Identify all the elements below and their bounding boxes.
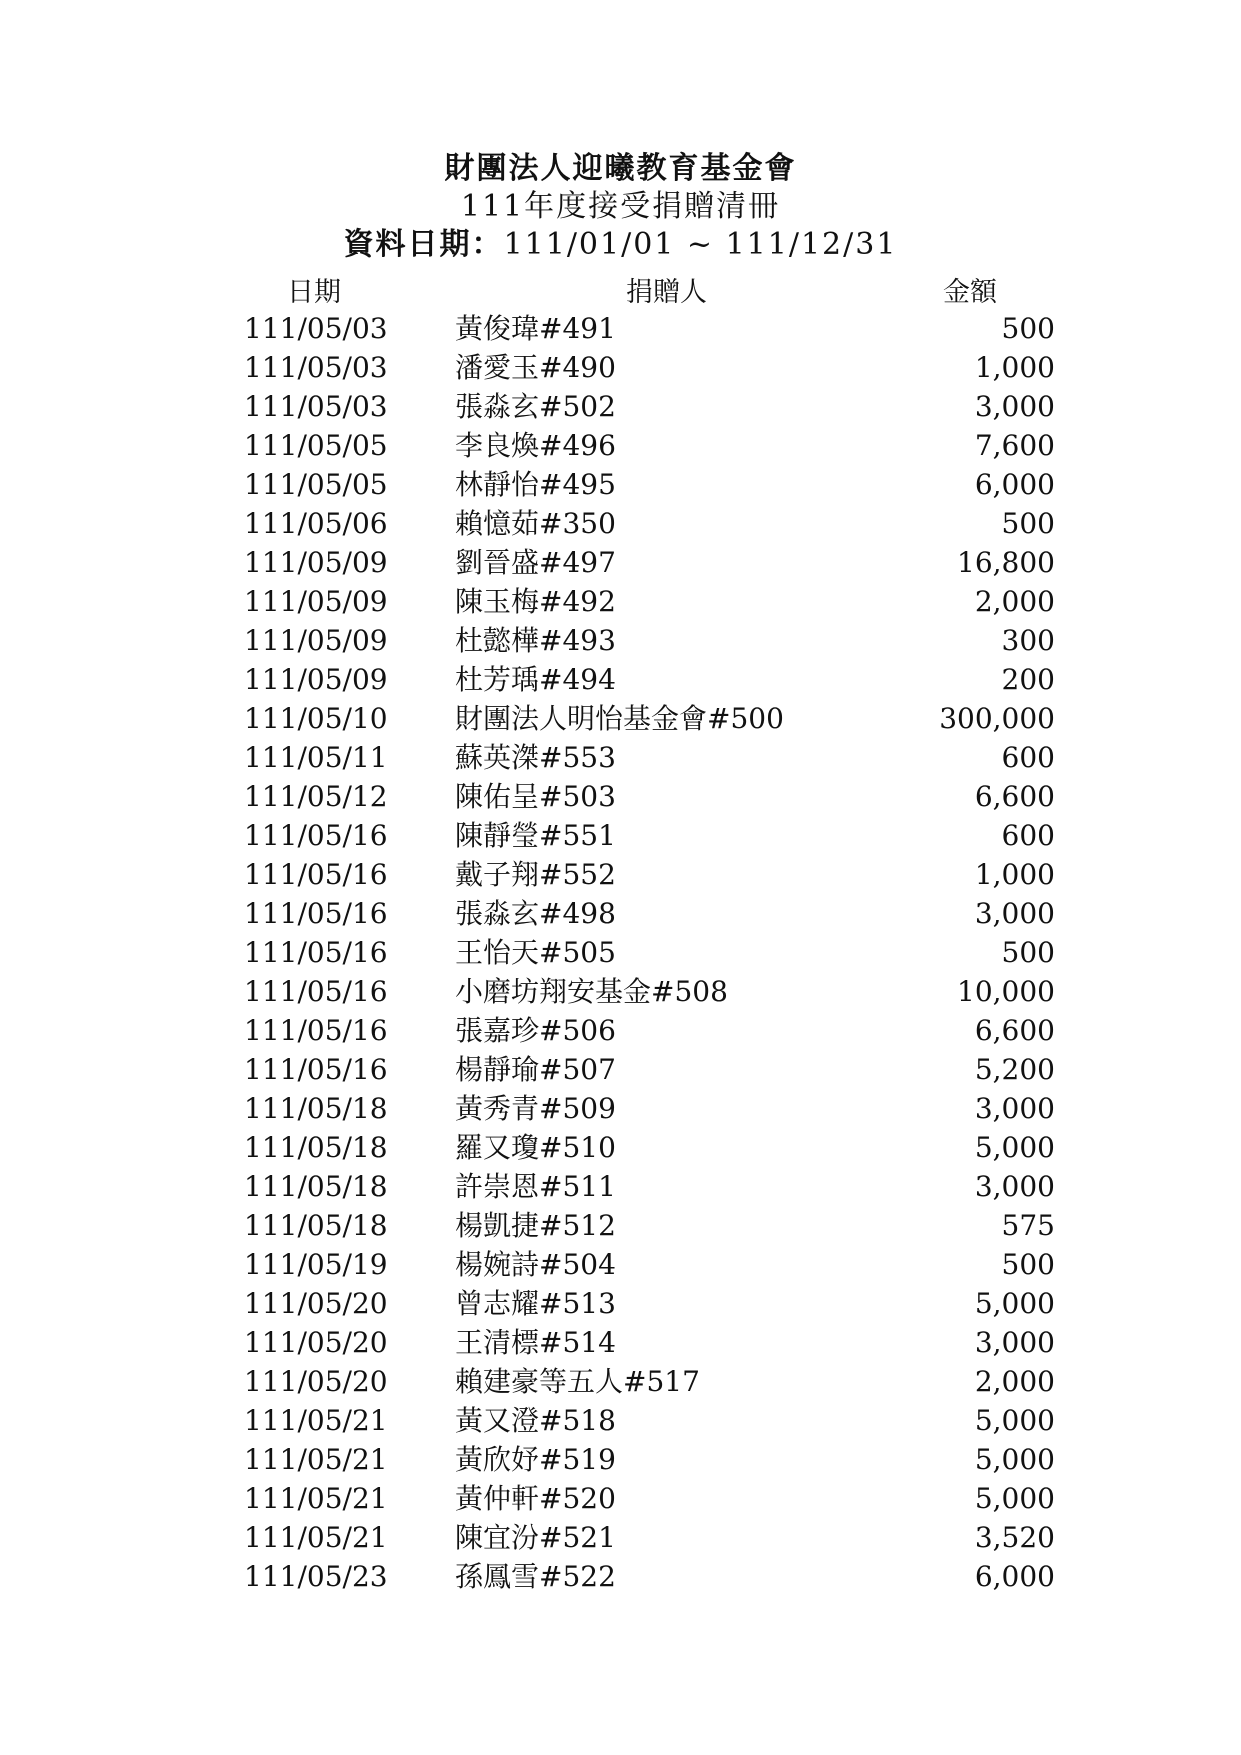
row-amount: 1,000	[974, 858, 1055, 891]
row-date: 111/05/18	[244, 1170, 388, 1203]
row-amount: 6,000	[974, 1560, 1055, 1593]
row-date: 111/05/21	[244, 1404, 388, 1437]
header-amount: 金額	[943, 277, 997, 308]
table-row	[0, 1089, 1241, 1128]
date-range-value: 111/01/01 ~ 111/12/31	[503, 227, 898, 262]
row-amount: 200	[1001, 663, 1055, 696]
table-row	[0, 387, 1241, 426]
row-amount: 1,000	[974, 351, 1055, 384]
table-row	[0, 777, 1241, 816]
table-row	[0, 1440, 1241, 1479]
table-header	[0, 270, 1241, 306]
row-donor: 黃仲軒#520	[455, 1482, 616, 1515]
table-row	[0, 348, 1241, 387]
row-date: 111/05/09	[244, 546, 388, 579]
row-donor: 小磨坊翔安基金#508	[455, 975, 728, 1008]
row-date: 111/05/16	[244, 936, 388, 969]
row-amount: 300	[1001, 624, 1055, 657]
row-amount: 3,000	[974, 1092, 1055, 1125]
table-row	[0, 1011, 1241, 1050]
row-date: 111/05/19	[244, 1248, 388, 1281]
row-date: 111/05/18	[244, 1092, 388, 1125]
row-donor: 陳靜瑩#551	[455, 819, 616, 852]
table-row	[0, 933, 1241, 972]
row-date: 111/05/23	[244, 1560, 388, 1593]
list-title: 111年度接受捐贈清冊	[460, 189, 781, 224]
table-row	[0, 543, 1241, 582]
row-date: 111/05/20	[244, 1287, 388, 1320]
row-date: 111/05/21	[244, 1443, 388, 1476]
table-row	[0, 1479, 1241, 1518]
row-donor: 王怡天#505	[455, 936, 616, 969]
row-donor: 陳宜汾#521	[455, 1521, 616, 1554]
row-donor: 蘇英滐#553	[455, 741, 616, 774]
row-date: 111/05/03	[244, 390, 388, 423]
row-amount: 5,200	[974, 1053, 1055, 1086]
table-row	[0, 1128, 1241, 1167]
row-date: 111/05/09	[244, 624, 388, 657]
row-donor: 孫鳳雪#522	[455, 1560, 616, 1593]
row-donor: 黃又澄#518	[455, 1404, 616, 1437]
table-row	[0, 1050, 1241, 1089]
row-donor: 王清標#514	[455, 1326, 616, 1359]
row-date: 111/05/20	[244, 1365, 388, 1398]
table-row	[0, 582, 1241, 621]
row-donor: 許崇恩#511	[455, 1170, 616, 1203]
row-date: 111/05/20	[244, 1326, 388, 1359]
row-date: 111/05/09	[244, 585, 388, 618]
table-row	[0, 972, 1241, 1011]
row-donor: 杜懿樺#493	[455, 624, 616, 657]
row-donor: 賴憶茹#350	[455, 507, 616, 540]
row-donor: 黃俊瑋#491	[455, 312, 616, 345]
row-date: 111/05/12	[244, 780, 388, 813]
row-amount: 7,600	[974, 429, 1055, 462]
row-amount: 5,000	[974, 1287, 1055, 1320]
row-donor: 黃欣妤#519	[455, 1443, 616, 1476]
table-row	[0, 894, 1241, 933]
row-amount: 6,600	[974, 780, 1055, 813]
row-date: 111/05/10	[244, 702, 388, 735]
table-row	[0, 1401, 1241, 1440]
row-amount: 600	[1001, 819, 1055, 852]
organization-title: 財團法人迎曦教育基金會	[444, 151, 797, 186]
row-donor: 張淼玄#498	[455, 897, 616, 930]
table-row	[0, 1245, 1241, 1284]
row-donor: 楊凱捷#512	[455, 1209, 616, 1242]
row-amount: 500	[1001, 507, 1055, 540]
row-amount: 16,800	[957, 546, 1055, 579]
row-date: 111/05/03	[244, 351, 388, 384]
row-amount: 3,000	[974, 1326, 1055, 1359]
row-amount: 2,000	[974, 1365, 1055, 1398]
table-row	[0, 1206, 1241, 1245]
table-row	[0, 855, 1241, 894]
header-donor: 捐贈人	[626, 277, 707, 308]
row-donor: 張嘉珍#506	[455, 1014, 616, 1047]
row-date: 111/05/09	[244, 663, 388, 696]
row-donor: 林靜怡#495	[455, 468, 616, 501]
row-date: 111/05/06	[244, 507, 388, 540]
row-date: 111/05/16	[244, 1014, 388, 1047]
table-row	[0, 699, 1241, 738]
row-amount: 575	[1001, 1209, 1055, 1242]
row-amount: 3,000	[974, 390, 1055, 423]
date-range-line	[0, 226, 1241, 264]
row-amount: 500	[1001, 312, 1055, 345]
table-row	[0, 1518, 1241, 1557]
row-amount: 3,520	[974, 1521, 1055, 1554]
row-donor: 賴建豪等五人#517	[455, 1365, 700, 1398]
row-donor: 李良煥#496	[455, 429, 616, 462]
row-amount: 300,000	[939, 702, 1055, 735]
row-donor: 陳玉梅#492	[455, 585, 616, 618]
row-donor: 楊婉詩#504	[455, 1248, 616, 1281]
row-date: 111/05/16	[244, 975, 388, 1008]
row-amount: 5,000	[974, 1482, 1055, 1515]
row-donor: 杜芳瑀#494	[455, 663, 616, 696]
row-amount: 6,000	[974, 468, 1055, 501]
row-date: 111/05/18	[244, 1131, 388, 1164]
row-amount: 5,000	[974, 1131, 1055, 1164]
table-row	[0, 816, 1241, 855]
table-row	[0, 621, 1241, 660]
row-amount: 3,000	[974, 897, 1055, 930]
title-block	[0, 150, 1241, 264]
header-date: 日期	[287, 277, 341, 308]
row-date: 111/05/18	[244, 1209, 388, 1242]
table-row	[0, 465, 1241, 504]
table-row	[0, 1362, 1241, 1401]
row-date: 111/05/05	[244, 468, 388, 501]
row-donor: 曾志耀#513	[455, 1287, 616, 1320]
row-donor: 羅又瓊#510	[455, 1131, 616, 1164]
row-amount: 5,000	[974, 1443, 1055, 1476]
table-row	[0, 504, 1241, 543]
row-donor: 財團法人明怡基金會#500	[455, 702, 784, 735]
row-amount: 3,000	[974, 1170, 1055, 1203]
table-row	[0, 426, 1241, 465]
row-date: 111/05/16	[244, 819, 388, 852]
date-range-label: 資料日期：	[343, 227, 504, 262]
row-date: 111/05/16	[244, 1053, 388, 1086]
row-date: 111/05/16	[244, 858, 388, 891]
row-donor: 戴子翔#552	[455, 858, 616, 891]
row-date: 111/05/16	[244, 897, 388, 930]
row-donor: 潘愛玉#490	[455, 351, 616, 384]
table-row	[0, 1167, 1241, 1206]
row-donor: 陳佑呈#503	[455, 780, 616, 813]
row-amount: 2,000	[974, 585, 1055, 618]
donation-table-body	[0, 309, 1241, 1596]
row-date: 111/05/21	[244, 1482, 388, 1515]
row-donor: 張淼玄#502	[455, 390, 616, 423]
row-donor: 劉晉盛#497	[455, 546, 616, 579]
row-amount: 500	[1001, 1248, 1055, 1281]
row-amount: 10,000	[957, 975, 1055, 1008]
row-date: 111/05/11	[244, 741, 388, 774]
table-row	[0, 738, 1241, 777]
row-amount: 500	[1001, 936, 1055, 969]
table-row	[0, 309, 1241, 348]
table-row	[0, 1323, 1241, 1362]
row-donor: 楊靜瑜#507	[455, 1053, 616, 1086]
table-row	[0, 660, 1241, 699]
row-amount: 600	[1001, 741, 1055, 774]
row-amount: 6,600	[974, 1014, 1055, 1047]
table-row	[0, 1284, 1241, 1323]
row-donor: 黃秀青#509	[455, 1092, 616, 1125]
row-date: 111/05/05	[244, 429, 388, 462]
row-date: 111/05/21	[244, 1521, 388, 1554]
row-amount: 5,000	[974, 1404, 1055, 1437]
row-date: 111/05/03	[244, 312, 388, 345]
table-row	[0, 1557, 1241, 1596]
